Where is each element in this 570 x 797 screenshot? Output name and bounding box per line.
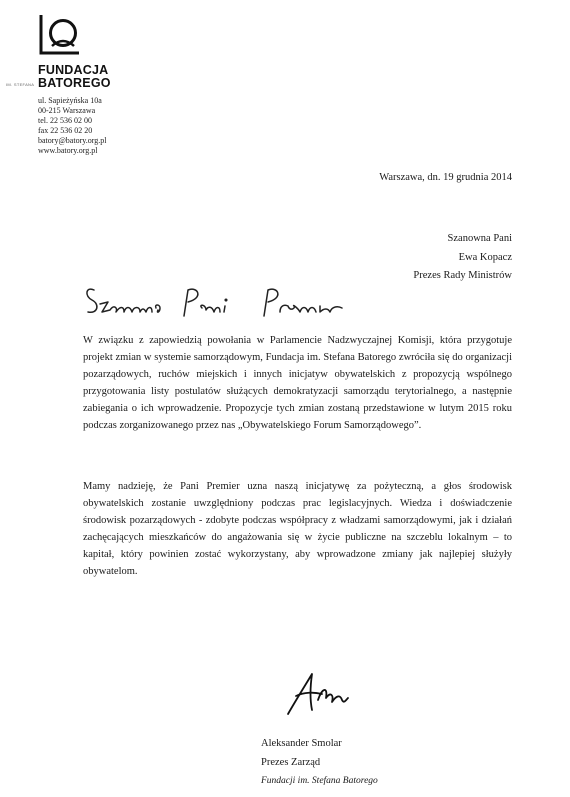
contact-city: 00-215 Warszawa — [38, 106, 96, 116]
letter-date: Warszawa, dn. 19 grudnia 2014 — [379, 172, 512, 183]
body-paragraph-1: W związku z zapowiedzią powołania w Parlamencie Nadzwyczajnej Komisji, która przygotuje projekt zmian w systemie samorządowym, Fundacja im. Stefana Batorego zwróciła się do organizacji pozarządowych, ruchów miejskich i innych inicjatyw obywatelskich z propozycją wspólnego przygotowania listy postulatów służących demokratyzacji samorządu terytorialnego, a następnie zabiegania o ich wprowadzenie. Propozycje tych zmian zostaną przedstawione w lutym 2015 roku podczas zorganizowanego przez nas „Obywatelskiego Forum Samorządowego”. — [83, 335, 512, 431]
contact-phone: tel. 22 536 02 00 — [38, 116, 92, 126]
contact-fax: fax 22 536 02 20 — [38, 126, 93, 136]
contact-email: batory@batory.org.pl — [38, 136, 107, 146]
handwritten-signature — [282, 670, 352, 718]
body-paragraph-2: Mamy nadzieję, że Pani Premier uzna naszą inicjatywę za pożyteczną, a głos środowisk obywatelskich zostanie uwzględniony podczas prac legislacyjnych. Wiedza i doświadczenie środowisk pozarządowych - zdobyte podczas współpracy z władzami samorządowymi, jak i działań zachęcających mieszkańców do angażowania się w życie publiczne na szczeblu lokalnym – to kapitał, który powinien zostać wykorzystany, aby wprowadzone zmiany jak najlepiej służyły obywatelom. — [83, 481, 512, 577]
handwritten-salutation — [80, 278, 350, 326]
signer-organization: Fundacji im. Stefana Batorego — [261, 776, 378, 786]
foundation-logo-icon — [38, 14, 80, 56]
addressee-title: Prezes Rady Ministrów — [413, 270, 512, 281]
addressee-greeting: Szanowna Pani — [447, 233, 512, 244]
logo-small-text: IM. STEFANA — [6, 82, 35, 87]
contact-street: ul. Sapieżyńska 10a — [38, 96, 102, 105]
addressee-block — [413, 230, 512, 286]
contact-details — [38, 96, 106, 157]
org-name-line1: FUNDACJA — [38, 63, 109, 77]
addressee-name: Ewa Kopacz — [458, 251, 512, 263]
org-name-line2: BATOREGO — [38, 76, 111, 90]
signer-name: Aleksander Smolar — [261, 738, 342, 749]
signer-title: Prezes Zarząd — [261, 756, 321, 768]
contact-website: www.batory.org.pl — [38, 146, 98, 156]
organization-name — [38, 64, 111, 90]
signer-block — [261, 735, 378, 791]
